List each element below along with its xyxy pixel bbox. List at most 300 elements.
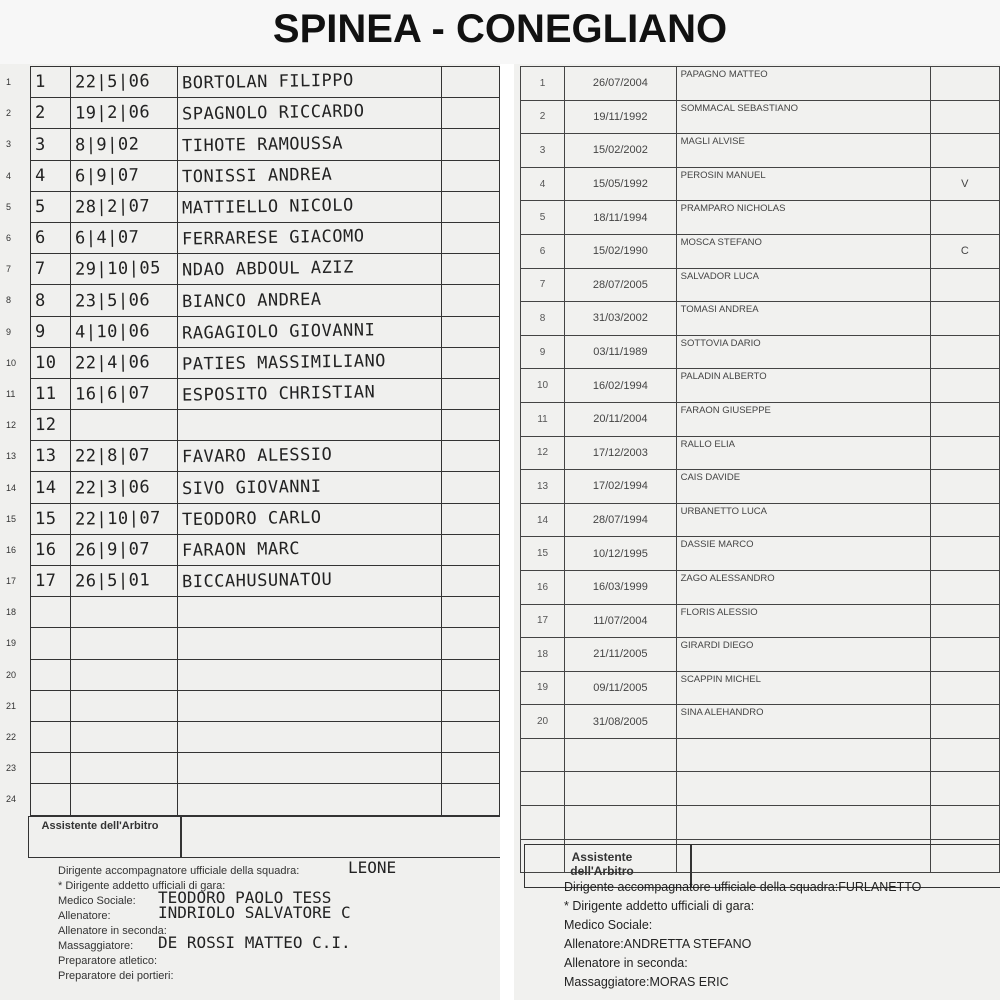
player-name: SOMMACAL SEBASTIANO bbox=[676, 100, 930, 134]
player-number bbox=[31, 753, 71, 784]
away-player-row bbox=[521, 806, 1000, 840]
home-player-row bbox=[4, 441, 500, 472]
line-number bbox=[4, 98, 31, 129]
player-name bbox=[178, 441, 442, 472]
line-number bbox=[4, 566, 31, 597]
player-number bbox=[521, 738, 565, 772]
player-name bbox=[178, 503, 442, 534]
away-player-row bbox=[521, 302, 1000, 336]
player-number-text: 10 bbox=[35, 352, 58, 374]
away-player-row bbox=[521, 67, 1000, 101]
player-number bbox=[31, 347, 71, 378]
away-team-sheet bbox=[514, 64, 1000, 1000]
role-mark bbox=[930, 335, 999, 369]
home-player-row bbox=[4, 690, 500, 721]
role-mark bbox=[930, 772, 999, 806]
player-number: 19 bbox=[521, 671, 565, 705]
player-number-text: 6 bbox=[35, 227, 47, 249]
player-name bbox=[178, 628, 442, 659]
birth-date bbox=[71, 659, 178, 690]
player-number: 9 bbox=[521, 335, 565, 369]
away-officials bbox=[564, 878, 1000, 992]
line-number-text: 18 bbox=[6, 607, 17, 618]
role-mark bbox=[441, 316, 499, 347]
away-player-row bbox=[521, 234, 1000, 268]
birth-date: 11/07/2004 bbox=[565, 604, 676, 638]
birth-date bbox=[71, 410, 178, 441]
birth-date-text: 19|2|06 bbox=[75, 102, 151, 124]
line-number bbox=[4, 67, 31, 98]
line-number-text: 17 bbox=[6, 576, 17, 587]
official-row: Medico Sociale: bbox=[564, 918, 653, 932]
role-mark bbox=[441, 410, 499, 441]
role-mark bbox=[441, 160, 499, 191]
player-number bbox=[31, 597, 71, 628]
role-mark bbox=[441, 285, 499, 316]
role-mark bbox=[930, 201, 999, 235]
player-number bbox=[31, 534, 71, 565]
player-number-text: 1 bbox=[35, 72, 47, 93]
role-mark bbox=[441, 254, 499, 285]
role-mark bbox=[441, 347, 499, 378]
birth-date bbox=[565, 806, 676, 840]
birth-date-text: 6|9|07 bbox=[75, 165, 140, 187]
official-label: Massaggiatore: bbox=[58, 940, 134, 952]
player-name: SINA ALEHANDRO bbox=[676, 705, 930, 739]
player-number-text: 5 bbox=[35, 196, 47, 217]
birth-date-text: 6|4|07 bbox=[75, 227, 140, 249]
line-number-text: 8 bbox=[6, 295, 12, 306]
official-value: LEONE bbox=[348, 858, 397, 877]
role-mark bbox=[930, 402, 999, 436]
birth-date bbox=[71, 347, 178, 378]
birth-date-text: 22|10|07 bbox=[75, 508, 162, 530]
home-player-row bbox=[4, 129, 500, 160]
birth-date-text: 22|8|07 bbox=[75, 445, 151, 468]
birth-date-text: 26|9|07 bbox=[75, 539, 151, 561]
official-row: Massaggiatore:MORAS ERIC bbox=[564, 975, 729, 989]
birth-date: 28/07/2005 bbox=[565, 268, 676, 302]
home-player-row bbox=[4, 191, 500, 222]
player-number-text: 3 bbox=[35, 134, 47, 155]
role-mark: C bbox=[930, 234, 999, 268]
player-name bbox=[178, 721, 442, 752]
player-name: TOMASI ANDREA bbox=[676, 302, 930, 336]
role-mark bbox=[441, 784, 499, 815]
player-name: RALLO ELIA bbox=[676, 436, 930, 470]
birth-date bbox=[71, 597, 178, 628]
birth-date-text: 4|10|06 bbox=[75, 320, 151, 343]
birth-date: 28/07/1994 bbox=[565, 503, 676, 537]
player-number-text: 13 bbox=[35, 446, 58, 467]
birth-date bbox=[71, 191, 178, 222]
player-number bbox=[31, 690, 71, 721]
away-player-row bbox=[521, 268, 1000, 302]
line-number bbox=[4, 316, 31, 347]
player-name bbox=[178, 410, 442, 441]
player-name bbox=[178, 534, 442, 565]
line-number-text: 21 bbox=[6, 700, 17, 711]
home-player-row bbox=[4, 316, 500, 347]
home-team-sheet bbox=[0, 64, 500, 1000]
home-player-row bbox=[4, 753, 500, 784]
away-assistant-label: Assistente dell'Arbitro bbox=[570, 850, 634, 878]
role-mark bbox=[930, 268, 999, 302]
role-mark bbox=[441, 721, 499, 752]
birth-date bbox=[71, 566, 178, 597]
official-row: Allenatore in seconda: bbox=[564, 956, 688, 970]
role-mark bbox=[441, 191, 499, 222]
birth-date: 31/03/2002 bbox=[565, 302, 676, 336]
player-name: SCAPPIN MICHEL bbox=[676, 671, 930, 705]
birth-date: 16/03/1999 bbox=[565, 570, 676, 604]
player-number-text: 17 bbox=[35, 570, 58, 592]
line-number-text: 13 bbox=[6, 451, 17, 462]
role-mark bbox=[441, 690, 499, 721]
player-number: 6 bbox=[521, 234, 565, 268]
player-name bbox=[178, 597, 442, 628]
player-number-text: 11 bbox=[35, 383, 58, 405]
player-name: SALVADOR LUCA bbox=[676, 268, 930, 302]
birth-date-text: 26|5|01 bbox=[75, 570, 151, 592]
role-mark bbox=[930, 503, 999, 537]
line-number-text: 14 bbox=[6, 482, 17, 493]
player-number: 16 bbox=[521, 570, 565, 604]
player-name-text: FERRARESE GIACOMO bbox=[181, 226, 365, 250]
away-player-row bbox=[521, 167, 1000, 201]
line-number bbox=[4, 378, 31, 409]
away-player-table bbox=[520, 66, 1000, 873]
birth-date bbox=[71, 222, 178, 253]
birth-date: 17/12/2003 bbox=[565, 436, 676, 470]
official-label: Medico Sociale: bbox=[58, 895, 136, 907]
line-number bbox=[4, 410, 31, 441]
player-name: GIRARDI DIEGO bbox=[676, 638, 930, 672]
official-row bbox=[58, 933, 498, 954]
line-number bbox=[4, 503, 31, 534]
away-player-row bbox=[521, 369, 1000, 403]
player-number: 3 bbox=[521, 134, 565, 168]
official-label: Preparatore dei portieri: bbox=[58, 970, 174, 982]
away-player-row bbox=[521, 638, 1000, 672]
sheet-gap bbox=[500, 64, 514, 1000]
home-player-row bbox=[4, 597, 500, 628]
home-player-row bbox=[4, 410, 500, 441]
player-name bbox=[676, 806, 930, 840]
line-number-text: 10 bbox=[6, 357, 17, 368]
player-number bbox=[31, 254, 71, 285]
player-name-text: TIHOTE RAMOUSSA bbox=[181, 133, 344, 156]
player-name-text: BIANCO ANDREA bbox=[181, 289, 322, 312]
role-mark bbox=[441, 597, 499, 628]
home-officials bbox=[58, 858, 498, 984]
player-number-text: 14 bbox=[35, 477, 58, 498]
player-number bbox=[31, 441, 71, 472]
player-name: URBANETTO LUCA bbox=[676, 503, 930, 537]
away-player-row bbox=[521, 100, 1000, 134]
home-player-row bbox=[4, 472, 500, 503]
line-number bbox=[4, 659, 31, 690]
birth-date bbox=[565, 772, 676, 806]
player-number: 14 bbox=[521, 503, 565, 537]
line-number bbox=[4, 628, 31, 659]
player-name bbox=[178, 191, 442, 222]
player-number bbox=[521, 772, 565, 806]
official-row bbox=[58, 858, 498, 879]
player-number-text: 16 bbox=[35, 539, 58, 561]
player-name bbox=[178, 472, 442, 503]
player-number: 2 bbox=[521, 100, 565, 134]
away-player-row bbox=[521, 335, 1000, 369]
line-number bbox=[4, 347, 31, 378]
role-mark bbox=[441, 503, 499, 534]
birth-date: 17/02/1994 bbox=[565, 470, 676, 504]
role-mark bbox=[930, 470, 999, 504]
official-value: TEODORO PAOLO TESS bbox=[158, 888, 332, 907]
away-player-row bbox=[521, 436, 1000, 470]
player-number: 7 bbox=[521, 268, 565, 302]
player-name bbox=[178, 222, 442, 253]
home-team-name: SPINEA bbox=[272, 7, 421, 51]
line-number-text: 4 bbox=[6, 170, 12, 181]
line-number bbox=[4, 129, 31, 160]
player-name bbox=[178, 160, 442, 191]
role-mark bbox=[930, 570, 999, 604]
home-player-row bbox=[4, 784, 500, 815]
away-player-row bbox=[521, 671, 1000, 705]
line-number bbox=[4, 254, 31, 285]
birth-date-text: 22|5|06 bbox=[75, 71, 151, 93]
player-number bbox=[31, 472, 71, 503]
line-number-text: 22 bbox=[6, 732, 17, 743]
player-number bbox=[31, 378, 71, 409]
line-number-text: 20 bbox=[6, 669, 17, 680]
player-number: 10 bbox=[521, 369, 565, 403]
player-number: 13 bbox=[521, 470, 565, 504]
player-name-text: BORTOLAN FILIPPO bbox=[181, 70, 355, 94]
line-number-text: 12 bbox=[6, 420, 17, 431]
player-number bbox=[31, 410, 71, 441]
player-name-text: MATTIELLO NICOLO bbox=[181, 195, 355, 219]
birth-date: 09/11/2005 bbox=[565, 671, 676, 705]
home-assistant-field bbox=[180, 816, 500, 858]
line-number bbox=[4, 753, 31, 784]
official-row bbox=[58, 903, 498, 924]
line-number bbox=[4, 784, 31, 815]
birth-date: 16/02/1994 bbox=[565, 369, 676, 403]
birth-date-text: 22|4|06 bbox=[75, 352, 151, 374]
player-name-text: PATIES MASSIMILIANO bbox=[181, 351, 387, 375]
away-player-row bbox=[521, 201, 1000, 235]
player-name-text: SIVO GIOVANNI bbox=[181, 476, 322, 499]
official-row: Dirigente accompagnatore ufficiale della squadra:FURLANETTO bbox=[564, 880, 922, 894]
birth-date bbox=[71, 441, 178, 472]
birth-date: 20/11/2004 bbox=[565, 402, 676, 436]
player-name bbox=[676, 772, 930, 806]
line-number-text: 16 bbox=[6, 544, 17, 555]
birth-date-text: 22|3|06 bbox=[75, 476, 151, 499]
line-number bbox=[4, 285, 31, 316]
role-mark bbox=[930, 302, 999, 336]
line-number bbox=[4, 441, 31, 472]
birth-date bbox=[565, 738, 676, 772]
birth-date: 15/02/2002 bbox=[565, 134, 676, 168]
player-number: 5 bbox=[521, 201, 565, 235]
birth-date bbox=[71, 472, 178, 503]
role-mark bbox=[930, 671, 999, 705]
player-name: FLORIS ALESSIO bbox=[676, 604, 930, 638]
away-player-row bbox=[521, 503, 1000, 537]
birth-date-text: 29|10|05 bbox=[75, 258, 162, 281]
player-number: 1 bbox=[521, 67, 565, 101]
role-mark bbox=[441, 129, 499, 160]
line-number-text: 2 bbox=[6, 108, 12, 119]
line-number bbox=[4, 721, 31, 752]
player-number-text: 2 bbox=[35, 103, 47, 124]
player-name bbox=[178, 67, 442, 98]
home-player-table bbox=[4, 66, 500, 816]
birth-date-text: 23|5|06 bbox=[75, 289, 151, 312]
line-number bbox=[4, 534, 31, 565]
official-row bbox=[58, 954, 498, 969]
player-name: DASSIE MARCO bbox=[676, 537, 930, 571]
player-name bbox=[178, 347, 442, 378]
player-number-text: 12 bbox=[35, 415, 58, 436]
away-player-row bbox=[521, 738, 1000, 772]
birth-date bbox=[71, 316, 178, 347]
line-number-text: 7 bbox=[6, 264, 12, 275]
player-name-text: RAGAGIOLO GIOVANNI bbox=[181, 319, 376, 344]
player-name: PEROSIN MANUEL bbox=[676, 167, 930, 201]
player-number: 15 bbox=[521, 537, 565, 571]
player-name-text: TEODORO CARLO bbox=[181, 507, 322, 530]
line-number-text: 23 bbox=[6, 763, 17, 774]
official-label: * Dirigente addetto ufficiali di gara: bbox=[58, 880, 226, 892]
player-number bbox=[31, 316, 71, 347]
birth-date: 10/12/1995 bbox=[565, 537, 676, 571]
player-name bbox=[178, 98, 442, 129]
birth-date: 19/11/1992 bbox=[565, 100, 676, 134]
player-number bbox=[31, 659, 71, 690]
player-name-text: ESPOSITO CHRISTIAN bbox=[181, 382, 376, 406]
home-player-row bbox=[4, 67, 500, 98]
player-number: 4 bbox=[521, 167, 565, 201]
player-number bbox=[31, 191, 71, 222]
role-mark bbox=[441, 441, 499, 472]
birth-date bbox=[71, 534, 178, 565]
birth-date bbox=[71, 67, 178, 98]
role-mark bbox=[930, 705, 999, 739]
player-name bbox=[178, 659, 442, 690]
player-number bbox=[31, 503, 71, 534]
player-name: ZAGO ALESSANDRO bbox=[676, 570, 930, 604]
player-number bbox=[31, 222, 71, 253]
player-name-text: FAVARO ALESSIO bbox=[181, 445, 333, 468]
away-player-row bbox=[521, 772, 1000, 806]
official-label: Preparatore atletico: bbox=[58, 955, 158, 967]
line-number-text: 6 bbox=[6, 233, 12, 244]
line-number-text: 9 bbox=[6, 326, 12, 337]
player-name-text: BICCAHUSUNATOU bbox=[181, 569, 333, 593]
away-player-row bbox=[521, 604, 1000, 638]
player-number: 12 bbox=[521, 436, 565, 470]
away-player-row bbox=[521, 570, 1000, 604]
player-number bbox=[31, 566, 71, 597]
official-row bbox=[58, 969, 498, 984]
role-mark bbox=[441, 628, 499, 659]
role-mark bbox=[441, 659, 499, 690]
official-row: * Dirigente addetto ufficiali di gara: bbox=[564, 899, 755, 913]
birth-date bbox=[71, 784, 178, 815]
birth-date-text: 8|9|02 bbox=[75, 133, 140, 156]
home-player-row bbox=[4, 534, 500, 565]
player-name bbox=[178, 690, 442, 721]
player-number-text: 7 bbox=[35, 259, 47, 280]
line-number bbox=[4, 191, 31, 222]
birth-date bbox=[71, 378, 178, 409]
player-name: CAIS DAVIDE bbox=[676, 470, 930, 504]
home-player-row bbox=[4, 285, 500, 316]
player-name-text: TONISSI ANDREA bbox=[181, 164, 333, 188]
role-mark bbox=[930, 100, 999, 134]
home-player-row bbox=[4, 347, 500, 378]
birth-date bbox=[71, 129, 178, 160]
home-player-row bbox=[4, 628, 500, 659]
line-number-text: 24 bbox=[6, 794, 17, 805]
birth-date: 03/11/1989 bbox=[565, 335, 676, 369]
player-number bbox=[31, 129, 71, 160]
player-name bbox=[676, 738, 930, 772]
player-name: SOTTOVIA DARIO bbox=[676, 335, 930, 369]
line-number-text: 19 bbox=[6, 638, 17, 649]
role-mark bbox=[441, 534, 499, 565]
player-number: 11 bbox=[521, 402, 565, 436]
role-mark bbox=[441, 67, 499, 98]
home-player-row bbox=[4, 98, 500, 129]
away-player-row bbox=[521, 134, 1000, 168]
player-number bbox=[31, 628, 71, 659]
player-name: MOSCA STEFANO bbox=[676, 234, 930, 268]
line-number bbox=[4, 472, 31, 503]
home-player-row bbox=[4, 378, 500, 409]
home-player-row bbox=[4, 160, 500, 191]
role-mark bbox=[441, 98, 499, 129]
player-name bbox=[178, 316, 442, 347]
home-player-row bbox=[4, 222, 500, 253]
role-mark bbox=[441, 753, 499, 784]
role-mark bbox=[930, 806, 999, 840]
player-number bbox=[521, 806, 565, 840]
player-number: 20 bbox=[521, 705, 565, 739]
line-number-text: 11 bbox=[6, 388, 16, 399]
birth-date bbox=[71, 254, 178, 285]
player-number bbox=[31, 721, 71, 752]
player-number: 8 bbox=[521, 302, 565, 336]
role-mark bbox=[441, 566, 499, 597]
player-name bbox=[178, 753, 442, 784]
player-number-text: 9 bbox=[35, 321, 47, 342]
home-player-row bbox=[4, 503, 500, 534]
player-name: PAPAGNO MATTEO bbox=[676, 67, 930, 101]
player-name bbox=[178, 784, 442, 815]
away-player-row bbox=[521, 402, 1000, 436]
player-name: PALADIN ALBERTO bbox=[676, 369, 930, 403]
player-name: MAGLI ALVISE bbox=[676, 134, 930, 168]
birth-date bbox=[71, 98, 178, 129]
away-player-row bbox=[521, 537, 1000, 571]
player-name bbox=[178, 378, 442, 409]
away-team-name: CONEGLIANO bbox=[455, 7, 728, 51]
